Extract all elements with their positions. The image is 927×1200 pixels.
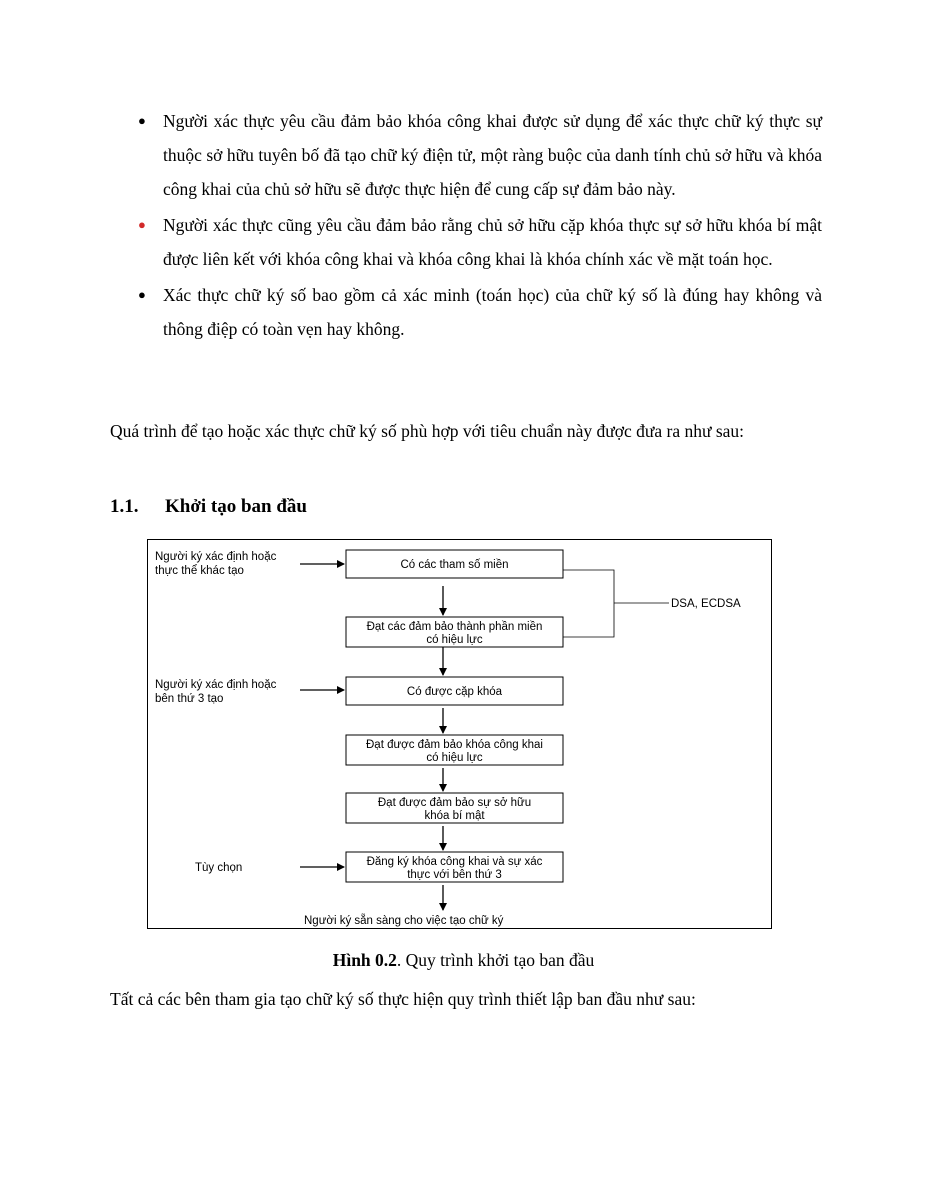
side-input-label: Người ký xác định hoặc [155,679,277,691]
flow-diagram [147,539,772,929]
bullet-text: Xác thực chữ ký số bao gồm cả xác minh (toán học) của chữ ký số là đúng hay không và thông điệp có toàn vẹn hay không. [163,285,822,339]
bullet-dot-icon: ● [138,113,146,128]
process-box-label: thực với bên thứ 3 [407,869,502,881]
caption-label: Hình 0.2 [332,950,397,970]
group-bracket [563,570,614,637]
closing-paragraph: Tất cả các bên tham gia tạo chữ ký số thực hiện quy trình thiết lập ban đầu như sau: [110,989,696,1009]
bullet-item [110,208,822,276]
process-box-label: có hiệu lực [426,752,483,764]
section-title: Khởi tạo ban đầu [165,496,307,517]
diagram-canvas [148,540,773,930]
intro-paragraph: Quá trình để tạo hoặc xác thực chữ ký số phù hợp với tiêu chuẩn này được đưa ra như sau: [110,421,745,441]
side-input-label: Người ký xác định hoặc [155,551,277,563]
process-box-label: khóa bí mật [424,810,485,822]
process-box-label: Đăng ký khóa công khai và sự xác [366,856,543,868]
bullet-dot-icon: ● [138,217,146,232]
process-box-label: Có các tham số miền [400,559,509,571]
end-label: Người ký sẵn sàng cho việc tạo chữ ký [304,915,504,927]
process-box-label: có hiệu lực [426,634,483,646]
bullet-item [110,104,822,206]
section-heading [110,496,307,518]
process-box-label: Đạt các đảm bảo thành phần miền [366,621,543,633]
process-box-label: Có được cặp khóa [406,686,503,698]
caption-text: . Quy trình khởi tạo ban đầu [396,950,595,970]
bullet-text: Người xác thực yêu cầu đảm bảo khóa công khai được sử dụng để xác thực chữ ký thực sự thuộc sở hữu tuyên bố đã tạo chữ ký điện tử, một ràng buộc của danh tính chủ sở hữu và khóa công khai của chủ sở hữu sẽ được thực hiện để cung cấp sự đảm bảo này. [163,111,822,199]
section-number: 1.1. [110,496,139,517]
bullet-item [110,278,822,346]
process-box-label: Đạt được đảm bảo sự sở hữu [377,797,532,809]
process-box-label: Đạt được đảm bảo khóa công khai [366,739,543,751]
bullet-list [110,104,822,346]
bullet-dot-icon: ● [138,287,146,302]
bracket-label: DSA, ECDSA [671,598,741,610]
side-input-label: bên thứ 3 tạo [155,693,224,705]
side-input-label: Tùy chọn [195,862,243,874]
side-input-label: thực thể khác tạo [155,565,244,577]
bullet-text: Người xác thực cũng yêu cầu đảm bảo rằng chủ sở hữu cặp khóa thực sự sở hữu khóa bí mật được liên kết với khóa công khai và khóa công khai là khóa chính xác về mặt toán học. [163,215,822,269]
figure-caption [0,950,927,971]
